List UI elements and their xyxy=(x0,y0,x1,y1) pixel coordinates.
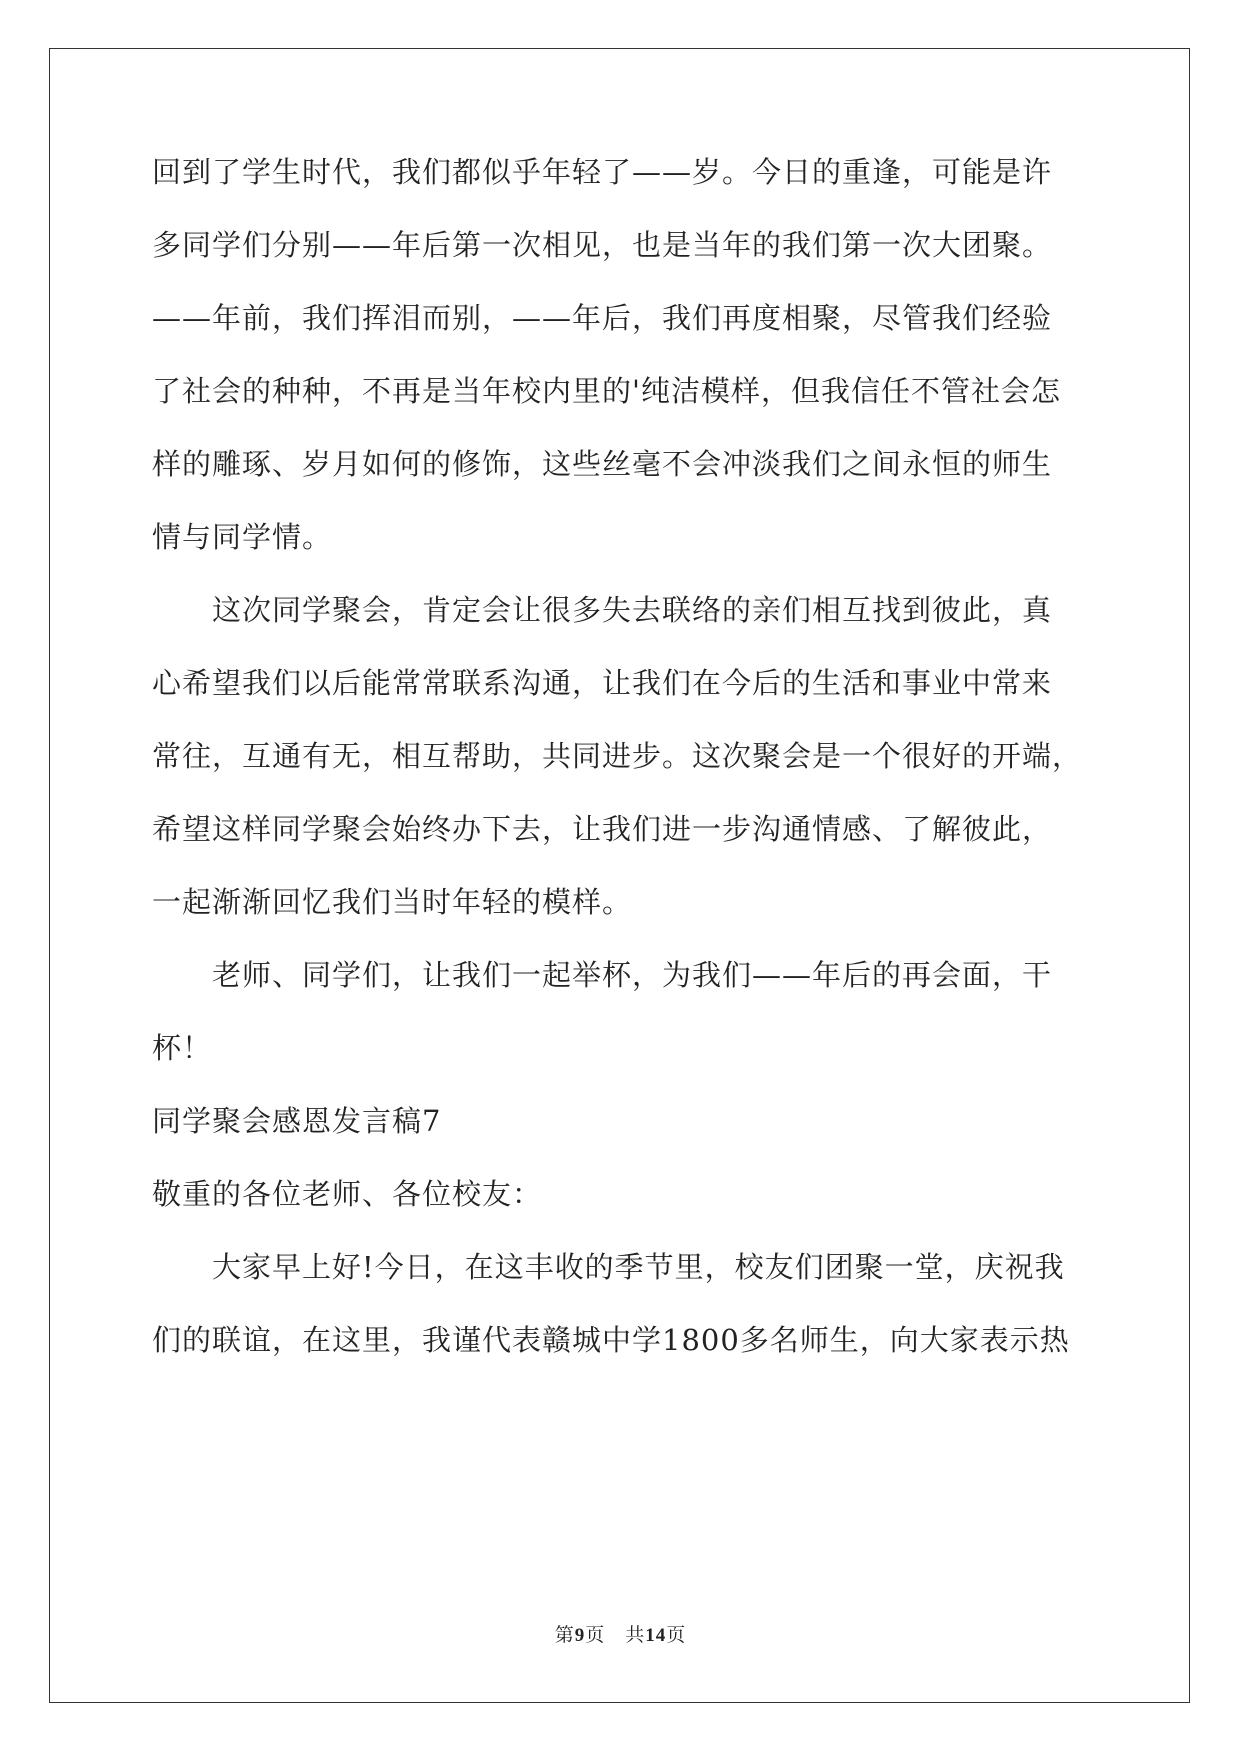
page-border xyxy=(49,48,1190,1703)
text-line: 一起渐渐回忆我们当时年轻的模样。 xyxy=(152,885,633,919)
text-line: 这次同学聚会，肯定会让很多失去联络的亲们相互找到彼此，真 xyxy=(152,593,1053,627)
text-line: 常往，互通有无，相互帮助，共同进步。这次聚会是一个很好的开端， xyxy=(152,739,1083,773)
section-heading: 同学聚会感恩发言稿7 xyxy=(152,1104,442,1138)
text-line: 大家早上好!今日，在这丰收的季节里，校友们团聚一堂，庆祝我 xyxy=(152,1250,1065,1284)
text-line: 样的雕琢、岁月如何的修饰，这些丝毫不会冲淡我们之间永恒的师生 xyxy=(152,447,1053,481)
text-line: 了社会的种种，不再是当年校内里的'纯洁模样，但我信任不管社会怎 xyxy=(152,374,1061,408)
text-line: 希望这样同学聚会始终办下去，让我们进一步沟通情感、了解彼此， xyxy=(152,812,1053,846)
text-line: 们的联谊，在这里，我谨代表赣城中学1800多名师生，向大家表示热 xyxy=(152,1323,1070,1357)
footer-suffix: 页 xyxy=(666,1624,687,1646)
total-pages-number: 14 xyxy=(645,1625,667,1646)
page-footer xyxy=(0,1620,1241,1647)
footer-middle: 页 共 xyxy=(585,1624,646,1646)
text-line: 心希望我们以后能常常联系沟通，让我们在今后的生活和事业中常来 xyxy=(152,666,1053,700)
salutation: 敬重的各位老师、各位校友： xyxy=(152,1177,543,1211)
text-line: 老师、同学们，让我们一起举杯，为我们——年后的再会面，干 xyxy=(152,958,1053,992)
text-line: 回到了学生时代，我们都似乎年轻了——岁。今日的重逢，可能是许 xyxy=(152,155,1053,189)
text-line: 多同学们分别——年后第一次相见，也是当年的我们第一次大团聚。 xyxy=(152,228,1053,262)
text-line: 情与同学情。 xyxy=(152,520,333,554)
text-line: 杯！ xyxy=(152,1031,213,1065)
footer-prefix: 第 xyxy=(554,1624,575,1646)
current-page-number: 9 xyxy=(574,1625,586,1646)
text-line: ——年前，我们挥泪而别，——年后，我们再度相聚，尽管我们经验 xyxy=(152,301,1053,335)
